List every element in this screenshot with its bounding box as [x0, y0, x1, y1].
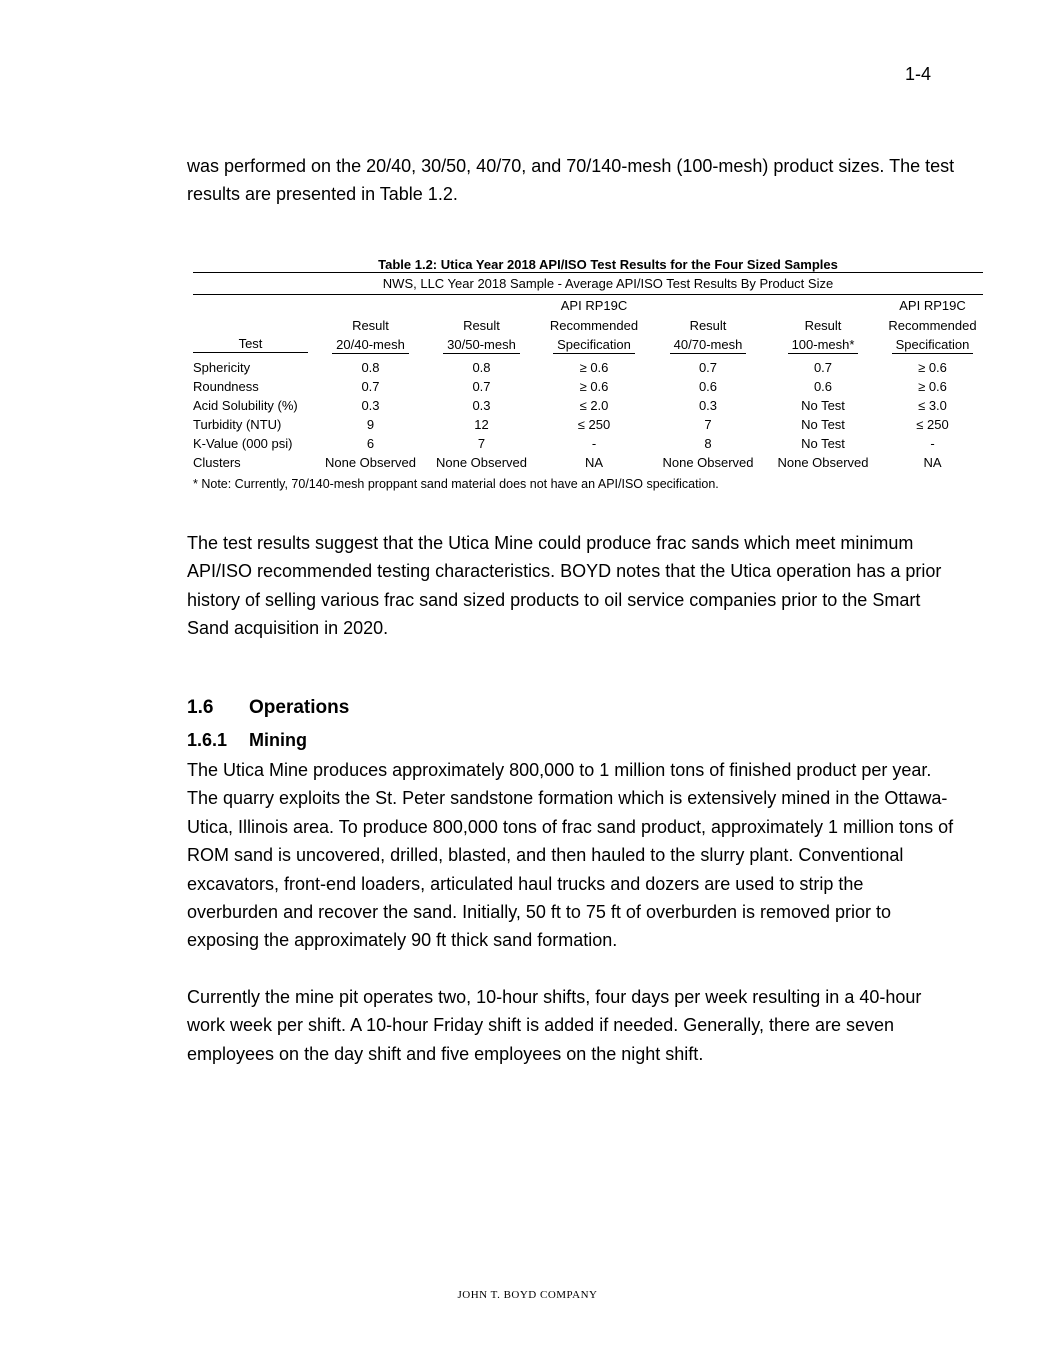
- table-cell: None Observed: [777, 455, 869, 470]
- results-paragraph: The test results suggest that the Utica Mine could produce frac sands which meet minimum API/ISO recommended testing characteristics. BOYD notes that the Utica operation has a prior history of selling various frac sand sized products to oil service companies prior to the Smart Sand acquisition in 2020.: [187, 533, 942, 639]
- table-row: [193, 396, 983, 415]
- table-row: [193, 377, 983, 396]
- intro-paragraph: was performed on the 20/40, 30/50, 40/70, and 70/140-mesh (100-mesh) product sizes. The test results are presented in Table 1.2.: [187, 156, 955, 205]
- table-grid: [193, 295, 983, 472]
- subsection-heading: [187, 730, 307, 751]
- table-header-api-row: [193, 295, 983, 317]
- header-cell: Result: [463, 318, 500, 333]
- table-subtitle: NWS, LLC Year 2018 Sample - Average API/ISO Test Results By Product Size: [193, 273, 983, 295]
- table-cell: ≤ 250: [577, 417, 611, 432]
- row-label: Clusters: [193, 455, 241, 470]
- header-cell: Recommended: [549, 318, 639, 333]
- section-title: Operations: [249, 697, 350, 718]
- shifts-paragraph: Currently the mine pit operates two, 10-hour shifts, four days per week resulting in a 40-hour work week per shift. A 10-hour Friday shift is added if needed. Generally, there are seven employees on the day shift and five employees on the night shift.: [187, 987, 922, 1064]
- header-cell: Recommended: [888, 318, 977, 333]
- table-cell: 0.6: [698, 379, 718, 394]
- table-row: [193, 434, 983, 453]
- table-header-row: [193, 317, 983, 335]
- table-cell: 0.3: [361, 398, 380, 413]
- table-cell: ≥ 0.6: [918, 379, 947, 394]
- table-cell: 9: [366, 417, 375, 432]
- table-cell: ≤ 250: [916, 417, 949, 432]
- header-cell: 100-mesh*: [788, 337, 859, 354]
- table-cell: ≤ 3.0: [918, 398, 947, 413]
- table-cell: 12: [474, 417, 489, 432]
- table-cell: 8: [704, 436, 712, 451]
- table-cell: 0.3: [472, 398, 491, 413]
- table-cell: ≥ 0.6: [579, 360, 609, 375]
- table-cell: None Observed: [435, 455, 528, 470]
- header-cell: Test: [193, 336, 308, 353]
- row-label: Sphericity: [193, 360, 251, 375]
- table-cell: NA: [584, 455, 604, 470]
- results-table: [193, 256, 983, 491]
- header-cell: Specification: [553, 337, 635, 354]
- table-row: [193, 453, 983, 472]
- table-cell: 0.7: [361, 379, 380, 394]
- api-label-right: API RP19C: [899, 298, 966, 313]
- table-cell: 0.8: [472, 360, 491, 375]
- table-cell: ≥ 0.6: [579, 379, 609, 394]
- header-cell: 20/40-mesh: [332, 337, 409, 354]
- table-title: Table 1.2: Utica Year 2018 API/ISO Test Results for the Four Sized Samples: [193, 256, 983, 273]
- table-cell: 0.8: [361, 360, 380, 375]
- table-cell: 0.7: [698, 360, 718, 375]
- table-header-row: [193, 335, 983, 354]
- header-cell: Result: [689, 318, 727, 333]
- api-label-left: API RP19C: [560, 298, 628, 313]
- header-cell: 30/50-mesh: [443, 337, 520, 354]
- table-cell: 7: [477, 436, 486, 451]
- section-heading: [187, 697, 349, 719]
- row-label: K-Value (000 psi): [193, 436, 293, 451]
- table-cell: None Observed: [324, 455, 417, 470]
- table-cell: 0.6: [813, 379, 833, 394]
- table-cell: -: [591, 436, 597, 451]
- table-cell: 7: [704, 417, 712, 432]
- table-cell: No Test: [801, 417, 845, 432]
- table-cell: No Test: [801, 398, 845, 413]
- header-cell: Result: [352, 318, 389, 333]
- table-cell: None Observed: [662, 455, 754, 470]
- mining-paragraph: The Utica Mine produces approximately 800,000 to 1 million tons of finished product per year. The quarry exploits the St. Peter sandstone formation which is extensively mined in the Ottawa-Utica, Illinois area. To produce 800,000 tons of frac sand product, approximately 1 million tons of ROM sand is uncovered, drilled, blasted, and then hauled to the slurry plant. Conventional excavators, front-end loaders, articulated haul trucks and dozers are used to strip the overburden and recover the sand. Initially, 50 ft to 75 ft of overburden is removed prior to exposing the approximately 90 ft thick sand formation.: [187, 760, 954, 951]
- footer-company: JOHN T. BOYD COMPANY: [457, 1289, 598, 1301]
- table-note: * Note: Currently, 70/140-mesh proppant sand material does not have an API/ISO specification.: [193, 477, 719, 491]
- table-cell: NA: [923, 455, 942, 470]
- row-label: Roundness: [193, 379, 259, 394]
- table-cell: ≥ 0.6: [918, 360, 947, 375]
- table-row: [193, 354, 983, 377]
- table-cell: 6: [366, 436, 375, 451]
- table-cell: 0.7: [472, 379, 491, 394]
- row-label: Acid Solubility (%): [193, 398, 298, 413]
- table-cell: 0.7: [813, 360, 833, 375]
- header-cell: Specification: [892, 337, 974, 354]
- page-number: 1-4: [905, 64, 932, 84]
- subsection-number: 1.6.1: [187, 730, 228, 750]
- header-cell: Result: [804, 318, 842, 333]
- table-cell: No Test: [801, 436, 845, 451]
- table-row: [193, 415, 983, 434]
- table-cell: -: [930, 436, 935, 451]
- table-cell: ≤ 2.0: [579, 398, 609, 413]
- section-number: 1.6: [187, 697, 214, 718]
- header-cell: 40/70-mesh: [670, 337, 747, 354]
- table-cell: 0.3: [698, 398, 718, 413]
- row-label: Turbidity (NTU): [193, 417, 282, 432]
- subsection-title: Mining: [249, 730, 307, 750]
